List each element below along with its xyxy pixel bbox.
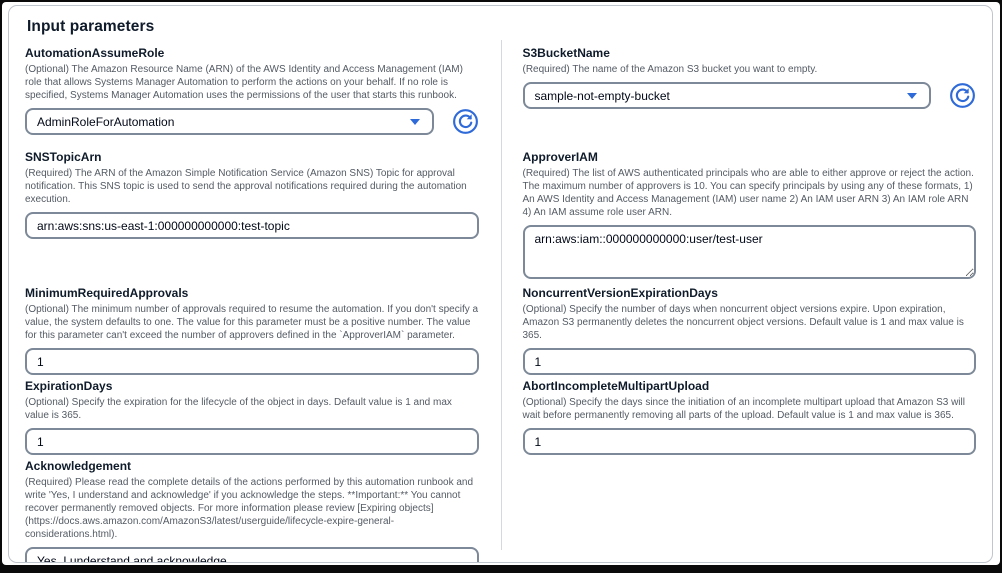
- field-s3-bucket-name: [523, 46, 977, 150]
- field-label: AbortIncompleteMultipartUpload: [522, 379, 710, 393]
- field-approver-iam: [523, 150, 977, 286]
- acknowledgement-input[interactable]: [25, 547, 479, 563]
- field-description: (Optional) Specify the number of days when noncurrent object versions expire. Upon expiration, Amazon S3 permanently deletes the noncurrent object versions. Default value is 1 and max value is 365.: [522, 304, 964, 341]
- field-description: (Optional) Specify the expiration for the lifecycle of the object in days. Default value is 1 and max value is 365.: [25, 397, 452, 421]
- column-divider: [501, 40, 502, 550]
- page-background: [2, 2, 1000, 565]
- field-label: SNSTopicArn: [25, 150, 102, 164]
- field-noncurrent-version-expiration-days: [523, 286, 977, 379]
- chevron-down-icon: [907, 93, 917, 99]
- abort-incomplete-multipart-upload-input[interactable]: [523, 428, 977, 455]
- field-expiration-days: [25, 379, 479, 459]
- page-title: Input parameters: [27, 18, 155, 35]
- s3-bucket-name-select[interactable]: [523, 82, 932, 109]
- chevron-down-icon: [410, 119, 420, 125]
- field-sns-topic-arn: [25, 150, 479, 286]
- field-minimum-required-approvals: [25, 286, 479, 379]
- field-description: (Optional) The minimum number of approvals required to resume the automation. If you don't specify a value, the system defaults to one. The value for this parameter must be a positive number. The value for this parameter can't exceed the number of approvers defined in the `ApproverIAM` parameter.: [25, 304, 479, 341]
- empty-cell: [523, 459, 977, 563]
- refresh-icon: [452, 108, 479, 135]
- field-description: (Optional) Specify the days since the initiation of an incomplete multipart upload that Amazon S3 will wait before permanently removing all parts of the upload. Default value is 1 and max value is 365.: [522, 397, 965, 421]
- expiration-days-input[interactable]: [25, 428, 479, 455]
- automation-assume-role-refresh-button[interactable]: [452, 108, 479, 135]
- field-label: ExpirationDays: [25, 379, 113, 393]
- sns-topic-arn-input[interactable]: [25, 212, 479, 239]
- field-label: AutomationAssumeRole: [25, 46, 165, 60]
- field-description: (Required) Please read the complete details of the actions performed by this automation runbook and write 'Yes, I understand and acknowledge' if you acknowledge the steps. **Important:** You cannot recover permanently removed objects. For more information please review [Expiring objects] (https://docs.aws.amazon.com/AmazonS3/latest/userguide/lifecycle-expire-general-considerations.html).: [25, 477, 474, 540]
- field-automation-assume-role: [25, 46, 479, 150]
- select-value: AdminRoleForAutomation: [37, 114, 175, 129]
- field-description: (Required) The ARN of the Amazon Simple Notification Service (Amazon SNS) Topic for approval notification. This SNS topic is used to send the approval notifications required during the automation execution.: [25, 168, 467, 205]
- refresh-icon: [949, 82, 976, 109]
- field-label: S3BucketName: [522, 46, 610, 60]
- field-label: NoncurrentVersionExpirationDays: [522, 286, 718, 300]
- field-label: ApproverIAM: [522, 150, 598, 164]
- noncurrent-version-expiration-days-input[interactable]: [523, 348, 977, 375]
- field-label: MinimumRequiredApprovals: [25, 286, 189, 300]
- field-description: (Optional) The Amazon Resource Name (ARN) of the AWS Identity and Access Management (IAM) role that allows Systems Manager Automation to perform the actions on your behalf. If no role is specified, Systems Manager Automation uses the permissions of the user that starts this runbook.: [25, 64, 463, 101]
- approver-iam-textarea[interactable]: [523, 225, 977, 279]
- field-description: (Required) The list of AWS authenticated principals who are able to either approve or reject the action. The maximum number of approvers is 10. You can specify principals by using any of these formats, 1) An AWS Identity and Access Management (IAM) user name 2) An IAM user ARN 3) An IAM role ARN 4) An IAM assume role user ARN.: [522, 168, 974, 218]
- field-label: Acknowledgement: [25, 459, 132, 473]
- minimum-required-approvals-input[interactable]: [25, 348, 479, 375]
- field-abort-incomplete-multipart-upload: [523, 379, 977, 459]
- automation-assume-role-select[interactable]: [25, 108, 434, 135]
- field-description: (Required) The name of the Amazon S3 bucket you want to empty.: [522, 64, 818, 75]
- select-value: sample-not-empty-bucket: [534, 88, 670, 103]
- s3-bucket-name-refresh-button[interactable]: [949, 82, 976, 109]
- field-acknowledgement: [25, 459, 479, 563]
- input-parameters-card: [8, 5, 993, 563]
